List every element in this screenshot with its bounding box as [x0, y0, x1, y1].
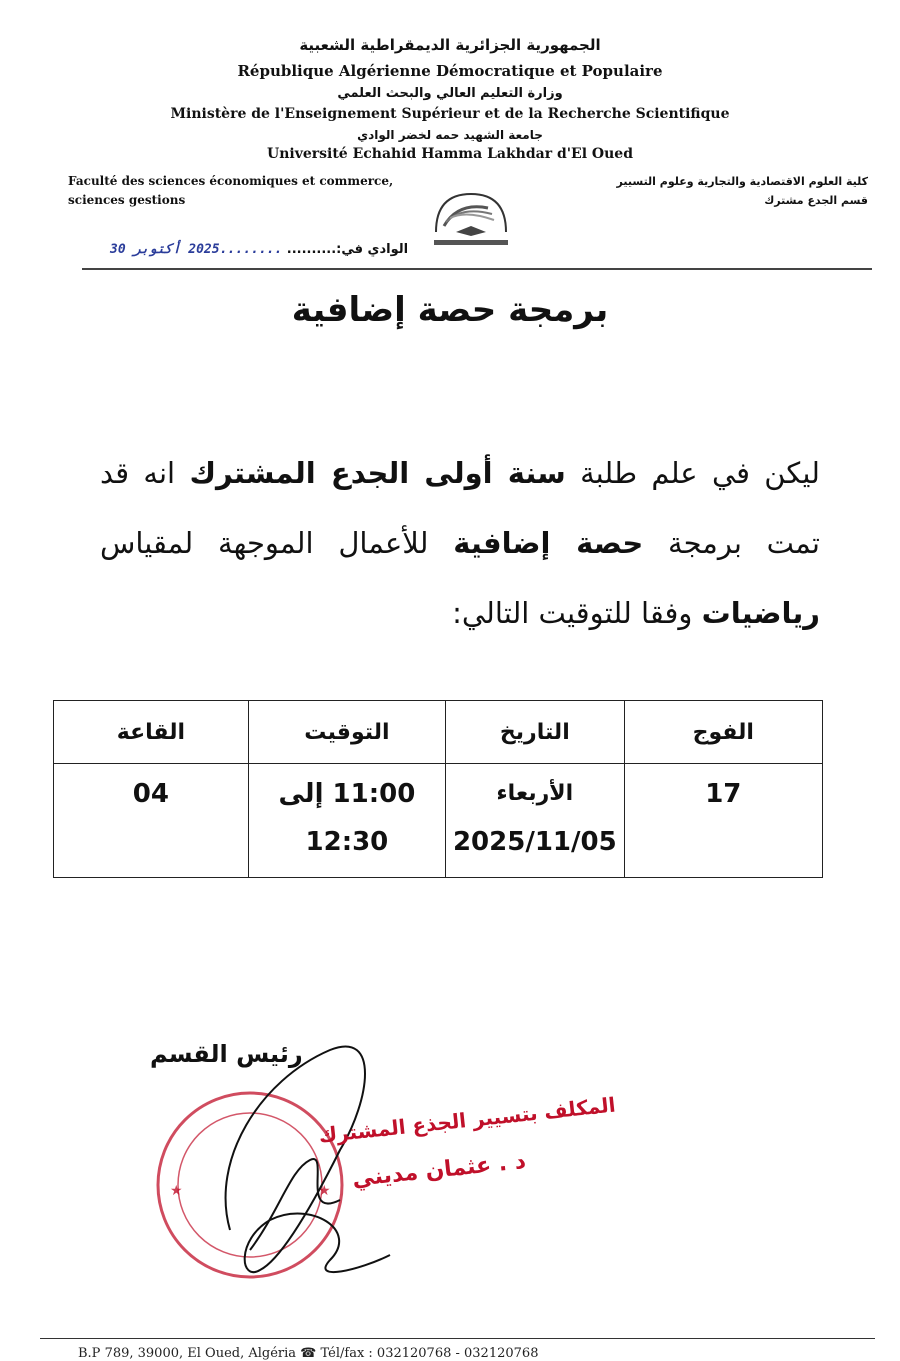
header-room: القاعة: [54, 701, 249, 764]
footer-divider: [40, 1338, 875, 1339]
text-segment: انه قد تمت برمجة: [100, 456, 820, 560]
university-french: Université Echahid Hamma Lakhdar d'El Oued: [267, 146, 633, 162]
cell-time: [248, 764, 445, 878]
faculty-french: Faculté des sciences économiques et commerce, sciences gestions: [68, 174, 394, 207]
cell-day: الأربعاء: [496, 781, 574, 806]
date-label: الوادي في:..........: [286, 242, 409, 257]
module-name: رياضيات: [701, 596, 820, 630]
header-time: التوقيت: [248, 701, 445, 764]
text-segment: ليكن في علم طلبة: [565, 456, 820, 490]
text-segment: وفقا للتوقيت التالي:: [452, 596, 702, 630]
page-title: برمجة حصة إضافية: [291, 290, 609, 330]
republic-arabic: الجمهورية الجزائرية الديمقراطية الشعبية: [299, 36, 601, 54]
student-cohort: سنة أولى الجدع المشترك: [189, 456, 566, 490]
department-arabic: قسم الجدع مشترك: [764, 194, 868, 207]
faculty-arabic: كلية العلوم الاقتصادية والتجارية وعلوم التسيير: [616, 175, 868, 188]
text-segment: للأعمال الموجهة لمقياس: [100, 526, 454, 560]
ministry-french: Ministère de l'Enseignement Supérieur et de la Recherche Scientifique: [170, 106, 730, 122]
footer-contact: B.P 789, 39000, El Oued, Algéria ☎ Tél/fax : 032120768 - 032120768: [78, 1346, 539, 1361]
date-line: [110, 242, 408, 257]
faculty-arabic-block: [588, 172, 868, 210]
cell-date-value: 2025/11/05: [452, 827, 617, 857]
republic-french: République Algérienne Démocratique et Populaire: [237, 62, 663, 80]
announcement-text: [100, 438, 820, 648]
svg-text:★: ★: [318, 1183, 331, 1199]
cell-time-end: 12:30: [305, 827, 389, 857]
department-head-label: رئيس القسم: [150, 1040, 303, 1068]
cell-time-start: 11:00 إلى: [278, 779, 416, 809]
header-divider: [82, 268, 872, 270]
header-group: الفوج: [624, 701, 822, 764]
stamp-name: د . عثمان مديني: [351, 1148, 528, 1193]
university-arabic: جامعة الشهيد حمه لخضر الوادي: [357, 128, 543, 142]
cell-room: 04: [54, 764, 249, 878]
date-stamp: ........2025 أكتوبر 30: [110, 242, 283, 257]
session-type: حصة إضافية: [453, 526, 644, 560]
table-row: [54, 764, 823, 878]
schedule-table: [53, 700, 823, 878]
university-logo: [428, 188, 514, 248]
svg-text:★: ★: [170, 1183, 183, 1199]
header-date: التاريخ: [446, 701, 625, 764]
stamp-role: المكلف بتسيير الجذع المشترك: [317, 1092, 617, 1148]
table-header-row: [54, 701, 823, 764]
cell-group: 17: [624, 764, 822, 878]
cell-date: [446, 764, 625, 878]
ministry-arabic: وزارة التعليم العالي والبحث العلمي: [337, 86, 563, 101]
